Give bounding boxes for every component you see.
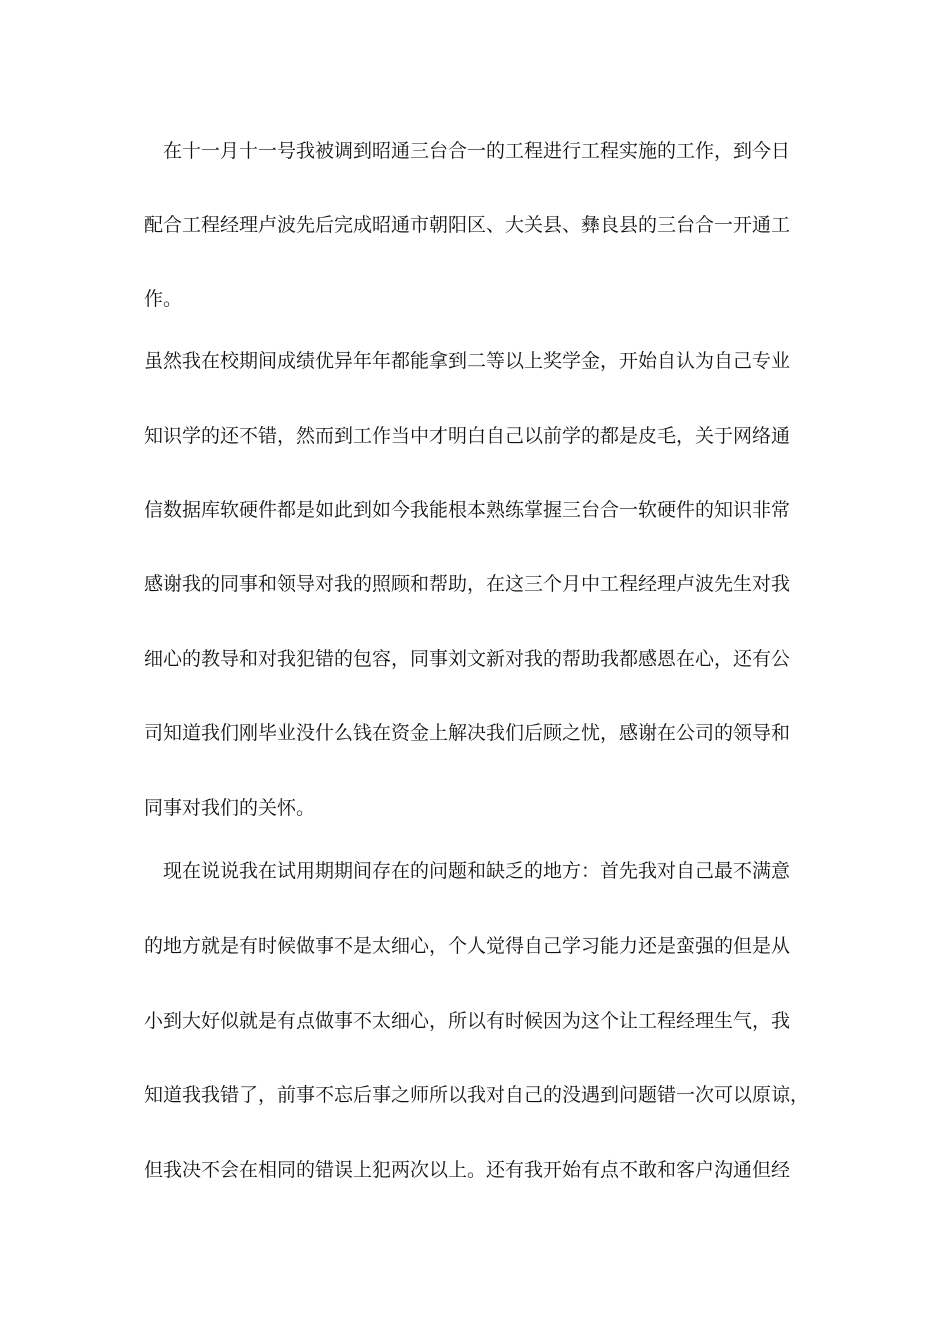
text-line-2: 配合工程经理卢波先后完成昭通市朝阳区、大关县、彝良县的三台合一开通工 xyxy=(144,214,791,236)
text-line-14: 知道我我错了，前事不忘后事之师所以我对自己的没遇到问题错一次可以原谅， xyxy=(144,1084,810,1106)
text-line-5: 知识学的还不错，然而到工作当中才明白自己以前学的都是皮毛，关于网络通 xyxy=(144,425,791,447)
text-line-4: 虽然我在校期间成绩优异年年都能拿到二等以上奖学金，开始自认为自己专业 xyxy=(144,350,791,372)
text-line-3: 作。 xyxy=(144,288,183,310)
text-line-1: 在十一月十一号我被调到昭通三台合一的工程进行工程实施的工作，到今日 xyxy=(144,140,791,162)
text-line-12: 的地方就是有时候做事不是太细心，个人觉得自己学习能力还是蛮强的但是从 xyxy=(144,935,791,957)
text-line-15: 但我决不会在相同的错误上犯两次以上。还有我开始有点不敢和客户沟通但经 xyxy=(144,1159,791,1181)
text-line-10: 同事对我们的关怀。 xyxy=(144,797,316,819)
text-line-11: 现在说说我在试用期期间存在的问题和缺乏的地方：首先我对自己最不满意 xyxy=(144,860,791,882)
text-line-8: 细心的教导和对我犯错的包容，同事刘文新对我的帮助我都感恩在心，还有公 xyxy=(144,648,791,670)
text-line-9: 司知道我们刚毕业没什么钱在资金上解决我们后顾之忧，感谢在公司的领导和 xyxy=(144,722,791,744)
text-line-6: 信数据库软硬件都是如此到如今我能根本熟练掌握三台合一软硬件的知识非常 xyxy=(144,499,791,521)
text-line-7: 感谢我的同事和领导对我的照顾和帮助，在这三个月中工程经理卢波先生对我 xyxy=(144,573,791,595)
text-line-13: 小到大好似就是有点做事不太细心，所以有时候因为这个让工程经理生气，我 xyxy=(144,1010,791,1032)
